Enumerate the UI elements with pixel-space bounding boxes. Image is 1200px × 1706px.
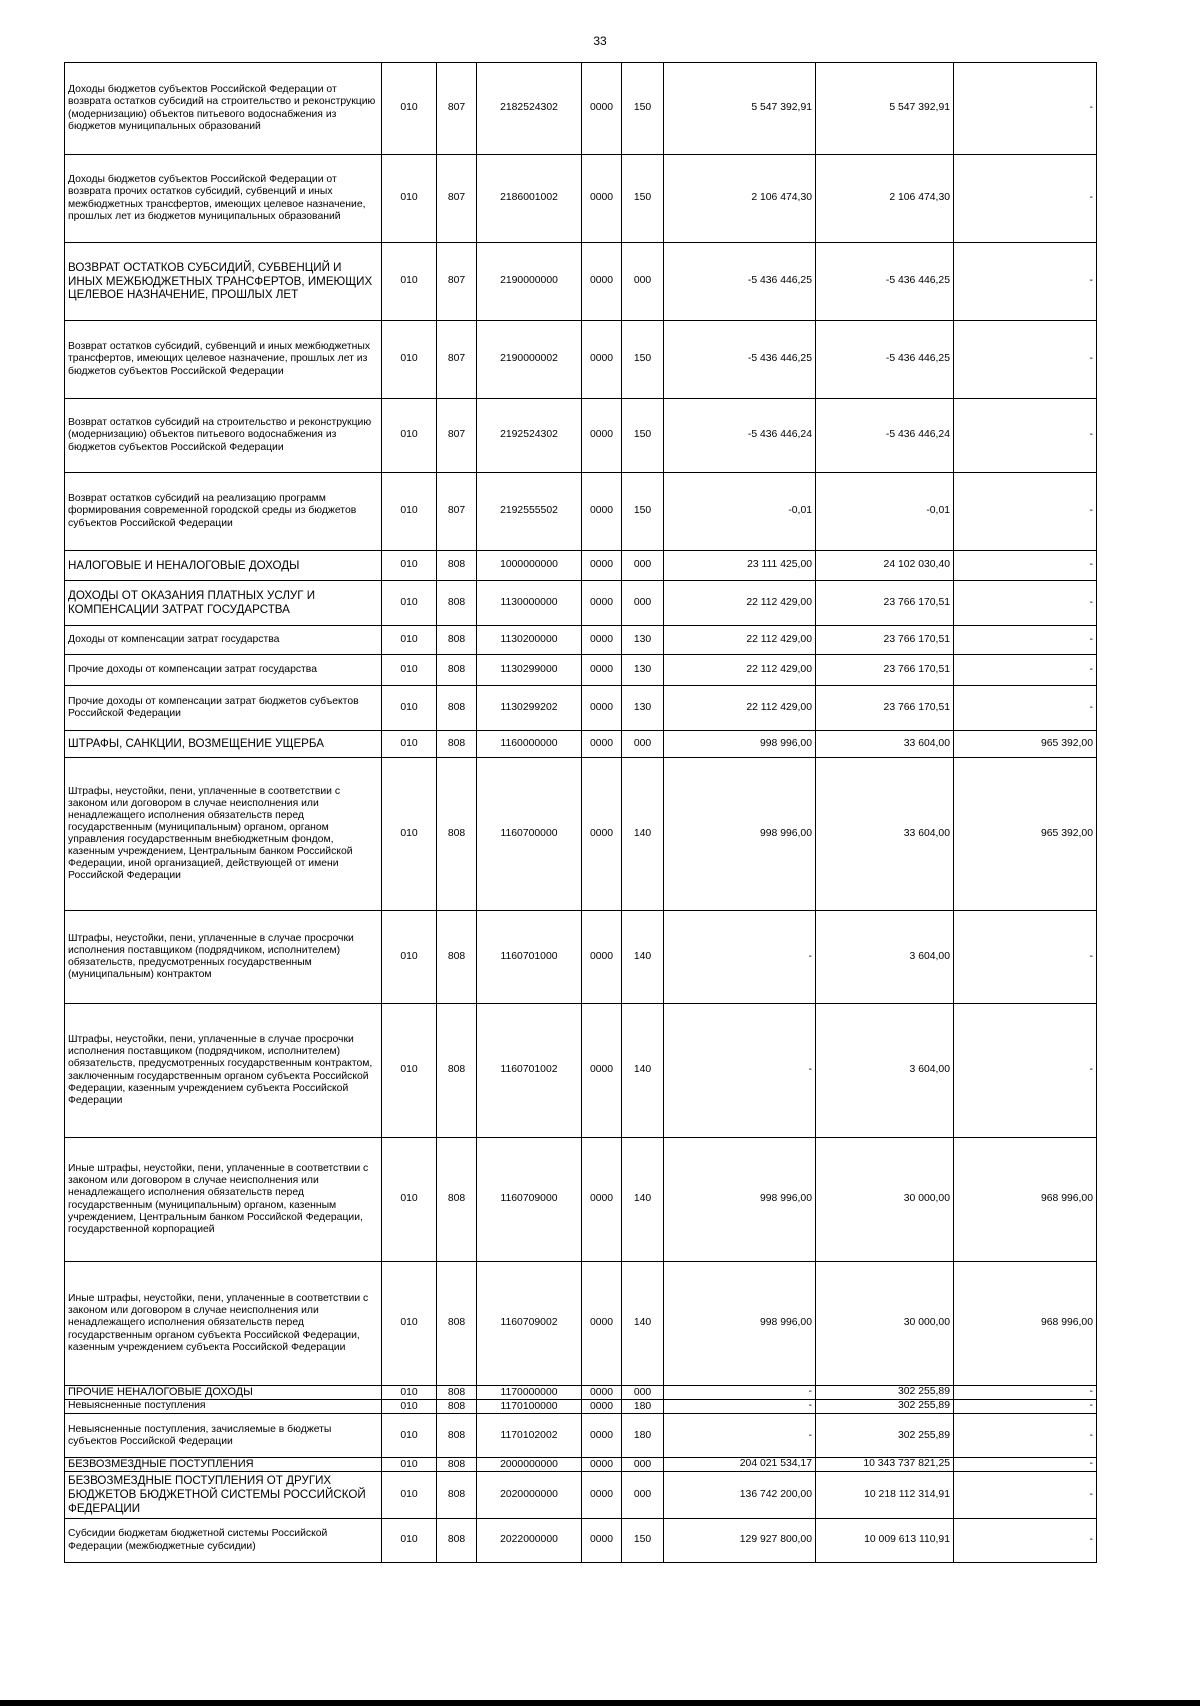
classification-code: 1130200000	[477, 626, 582, 655]
approved-value: 22 112 429,00	[664, 655, 816, 686]
classification-code: 1000000000	[477, 551, 582, 581]
revenue-table	[64, 62, 1097, 1563]
table-row	[65, 758, 1097, 911]
group-code: 000	[622, 551, 664, 581]
table-row	[65, 1262, 1097, 1386]
approved-value: -	[664, 911, 816, 1004]
group-code: 000	[622, 731, 664, 758]
approved-value: -	[664, 1414, 816, 1458]
classification-code: 1160709002	[477, 1262, 582, 1386]
executed-value: 5 547 392,91	[816, 63, 954, 155]
admin-code: 807	[437, 155, 477, 243]
program-code: 0000	[582, 1004, 622, 1138]
executed-value: 10 009 613 110,91	[816, 1519, 954, 1563]
approved-value: 136 742 200,00	[664, 1472, 816, 1519]
program-code: 0000	[582, 911, 622, 1004]
section-code: 010	[382, 1386, 437, 1400]
group-code: 150	[622, 63, 664, 155]
section-code: 010	[382, 1414, 437, 1458]
classification-code: 2020000000	[477, 1472, 582, 1519]
unexecuted-value: -	[954, 626, 1097, 655]
program-code: 0000	[582, 1400, 622, 1414]
program-code: 0000	[582, 581, 622, 626]
group-code: 140	[622, 1138, 664, 1262]
executed-value: -5 436 446,25	[816, 321, 954, 399]
table-row	[65, 321, 1097, 399]
executed-value: 2 106 474,30	[816, 155, 954, 243]
classification-code: 2190000002	[477, 321, 582, 399]
group-code: 000	[622, 243, 664, 321]
table-row	[65, 686, 1097, 731]
approved-value: -5 436 446,25	[664, 243, 816, 321]
unexecuted-value: 965 392,00	[954, 731, 1097, 758]
row-name: Доходы бюджетов субъектов Российской Федерации от возврата остатков субсидий на строительство и реконструкцию (модернизацию) объектов питьевого водоснабжения из бюджетов муниципальных образований	[65, 63, 382, 155]
program-code: 0000	[582, 1414, 622, 1458]
section-code: 010	[382, 626, 437, 655]
unexecuted-value: -	[954, 399, 1097, 473]
unexecuted-value: -	[954, 1519, 1097, 1563]
group-code: 150	[622, 321, 664, 399]
classification-code: 1130299000	[477, 655, 582, 686]
classification-code: 1160700000	[477, 758, 582, 911]
admin-code: 808	[437, 1458, 477, 1472]
section-code: 010	[382, 1262, 437, 1386]
row-name: Невыясненные поступления, зачисляемые в бюджеты субъектов Российской Федерации	[65, 1414, 382, 1458]
executed-value: -0,01	[816, 473, 954, 551]
approved-value: -	[664, 1400, 816, 1414]
executed-value: 10 218 112 314,91	[816, 1472, 954, 1519]
unexecuted-value: -	[954, 1472, 1097, 1519]
classification-code: 1130000000	[477, 581, 582, 626]
group-code: 180	[622, 1400, 664, 1414]
classification-code: 1130299202	[477, 686, 582, 731]
section-code: 010	[382, 551, 437, 581]
program-code: 0000	[582, 758, 622, 911]
group-code: 140	[622, 1262, 664, 1386]
executed-value: 30 000,00	[816, 1262, 954, 1386]
section-code: 010	[382, 1004, 437, 1138]
executed-value: -5 436 446,25	[816, 243, 954, 321]
classification-code: 1170000000	[477, 1386, 582, 1400]
section-code: 010	[382, 1138, 437, 1262]
approved-value: 22 112 429,00	[664, 581, 816, 626]
admin-code: 808	[437, 731, 477, 758]
unexecuted-value: -	[954, 155, 1097, 243]
section-code: 010	[382, 155, 437, 243]
group-code: 150	[622, 1519, 664, 1563]
executed-value: 24 102 030,40	[816, 551, 954, 581]
table-row	[65, 551, 1097, 581]
table-row	[65, 911, 1097, 1004]
executed-value: 302 255,89	[816, 1414, 954, 1458]
table-row	[65, 473, 1097, 551]
section-code: 010	[382, 321, 437, 399]
unexecuted-value: -	[954, 1414, 1097, 1458]
unexecuted-value: -	[954, 551, 1097, 581]
admin-code: 808	[437, 911, 477, 1004]
program-code: 0000	[582, 63, 622, 155]
row-name: Доходы от компенсации затрат государства	[65, 626, 382, 655]
program-code: 0000	[582, 1262, 622, 1386]
unexecuted-value: -	[954, 1386, 1097, 1400]
row-name: Прочие доходы от компенсации затрат государства	[65, 655, 382, 686]
group-code: 140	[622, 758, 664, 911]
group-code: 150	[622, 155, 664, 243]
program-code: 0000	[582, 1138, 622, 1262]
table-row	[65, 63, 1097, 155]
table-row	[65, 1138, 1097, 1262]
row-name: ДОХОДЫ ОТ ОКАЗАНИЯ ПЛАТНЫХ УСЛУГ И КОМПЕНСАЦИИ ЗАТРАТ ГОСУДАРСТВА	[65, 581, 382, 626]
table-row	[65, 1386, 1097, 1400]
row-name: Штрафы, неустойки, пени, уплаченные в случае просрочки исполнения поставщиком (подрядчиком, исполнителем) обязательств, предусмотренных государственным (муниципальным) контрактом	[65, 911, 382, 1004]
program-code: 0000	[582, 626, 622, 655]
section-code: 010	[382, 1519, 437, 1563]
approved-value: 23 111 425,00	[664, 551, 816, 581]
admin-code: 808	[437, 655, 477, 686]
admin-code: 808	[437, 1004, 477, 1138]
page-bottom-border	[0, 1700, 1200, 1706]
section-code: 010	[382, 243, 437, 321]
program-code: 0000	[582, 321, 622, 399]
group-code: 150	[622, 399, 664, 473]
unexecuted-value: -	[954, 655, 1097, 686]
unexecuted-value: -	[954, 243, 1097, 321]
section-code: 010	[382, 63, 437, 155]
row-name: Возврат остатков субсидий, субвенций и иных межбюджетных трансфертов, имеющих целевое назначение, прошлых лет из бюджетов субъектов Российской Федерации	[65, 321, 382, 399]
group-code: 000	[622, 1458, 664, 1472]
program-code: 0000	[582, 686, 622, 731]
approved-value: 22 112 429,00	[664, 686, 816, 731]
executed-value: 10 343 737 821,25	[816, 1458, 954, 1472]
section-code: 010	[382, 1400, 437, 1414]
row-name: Штрафы, неустойки, пени, уплаченные в соответствии с законом или договором в случае неисполнения или ненадлежащего исполнения обязательств перед государственным (муниципальным) органом, органом управления государственным внебюджетным фондом, казенным учреждением, Центральным банком Российской Федерации, иной организацией, действующей от имени Российской Федерации	[65, 758, 382, 911]
section-code: 010	[382, 1458, 437, 1472]
admin-code: 807	[437, 243, 477, 321]
executed-value: 33 604,00	[816, 758, 954, 911]
section-code: 010	[382, 758, 437, 911]
approved-value: -	[664, 1386, 816, 1400]
table-row	[65, 1004, 1097, 1138]
table-row	[65, 1519, 1097, 1563]
executed-value: 30 000,00	[816, 1138, 954, 1262]
classification-code: 2000000000	[477, 1458, 582, 1472]
table-body	[65, 63, 1097, 1563]
approved-value: 22 112 429,00	[664, 626, 816, 655]
program-code: 0000	[582, 655, 622, 686]
row-name: НАЛОГОВЫЕ И НЕНАЛОГОВЫЕ ДОХОДЫ	[65, 551, 382, 581]
executed-value: -5 436 446,24	[816, 399, 954, 473]
admin-code: 808	[437, 1138, 477, 1262]
row-name: Иные штрафы, неустойки, пени, уплаченные в соответствии с законом или договором в случае неисполнения или ненадлежащего исполнения обязательств перед государственным (муниципальным) органом, казенным учреждением, Центральным банком Российской Федерации, государственной корпорацией	[65, 1138, 382, 1262]
section-code: 010	[382, 911, 437, 1004]
approved-value: 998 996,00	[664, 1138, 816, 1262]
executed-value: 23 766 170,51	[816, 581, 954, 626]
row-name: Возврат остатков субсидий на реализацию программ формирования современной городской среды из бюджетов субъектов Российской Федерации	[65, 473, 382, 551]
program-code: 0000	[582, 1519, 622, 1563]
row-name: ВОЗВРАТ ОСТАТКОВ СУБСИДИЙ, СУБВЕНЦИЙ И ИНЫХ МЕЖБЮДЖЕТНЫХ ТРАНСФЕРТОВ, ИМЕЮЩИХ ЦЕЛЕВОЕ НАЗНАЧЕНИЕ, ПРОШЛЫХ ЛЕТ	[65, 243, 382, 321]
group-code: 000	[622, 1472, 664, 1519]
row-name: Возврат остатков субсидий на строительство и реконструкцию (модернизацию) объектов питьевого водоснабжения из бюджетов субъектов Российской Федерации	[65, 399, 382, 473]
unexecuted-value: -	[954, 321, 1097, 399]
unexecuted-value: 965 392,00	[954, 758, 1097, 911]
table-row	[65, 655, 1097, 686]
unexecuted-value: -	[954, 1458, 1097, 1472]
program-code: 0000	[582, 731, 622, 758]
admin-code: 808	[437, 1472, 477, 1519]
admin-code: 807	[437, 63, 477, 155]
page-number: 33	[593, 34, 607, 48]
group-code: 000	[622, 581, 664, 626]
section-code: 010	[382, 473, 437, 551]
program-code: 0000	[582, 1472, 622, 1519]
approved-value: 998 996,00	[664, 731, 816, 758]
table-row	[65, 1414, 1097, 1458]
row-name: Невыясненные поступления	[65, 1400, 382, 1414]
admin-code: 808	[437, 1400, 477, 1414]
approved-value: -0,01	[664, 473, 816, 551]
table-row	[65, 1472, 1097, 1519]
row-name: БЕЗВОЗМЕЗДНЫЕ ПОСТУПЛЕНИЯ ОТ ДРУГИХ БЮДЖЕТОВ БЮДЖЕТНОЙ СИСТЕМЫ РОССИЙСКОЙ ФЕДЕРАЦИИ	[65, 1472, 382, 1519]
approved-value: 2 106 474,30	[664, 155, 816, 243]
admin-code: 808	[437, 1414, 477, 1458]
admin-code: 808	[437, 1386, 477, 1400]
row-name: Штрафы, неустойки, пени, уплаченные в случае просрочки исполнения поставщиком (подрядчиком, исполнителем) обязательств, предусмотренных государственным контрактом, заключенным государственным органом субъекта Российской Федерации, казенным учреждением субъекта Российской Федерации	[65, 1004, 382, 1138]
row-name: ПРОЧИЕ НЕНАЛОГОВЫЕ ДОХОДЫ	[65, 1386, 382, 1400]
classification-code: 1170100000	[477, 1400, 582, 1414]
executed-value: 23 766 170,51	[816, 686, 954, 731]
row-name: БЕЗВОЗМЕЗДНЫЕ ПОСТУПЛЕНИЯ	[65, 1458, 382, 1472]
classification-code: 2192524302	[477, 399, 582, 473]
row-name: Иные штрафы, неустойки, пени, уплаченные в соответствии с законом или договором в случае неисполнения или ненадлежащего исполнения обязательств перед государственным органом субъекта Российской Федерации, казенным учреждением субъекта Российской Федерации	[65, 1262, 382, 1386]
table-row	[65, 399, 1097, 473]
unexecuted-value: 968 996,00	[954, 1138, 1097, 1262]
unexecuted-value: -	[954, 473, 1097, 551]
executed-value: 23 766 170,51	[816, 626, 954, 655]
table-row	[65, 626, 1097, 655]
table-row	[65, 1400, 1097, 1414]
group-code: 130	[622, 655, 664, 686]
program-code: 0000	[582, 155, 622, 243]
group-code: 000	[622, 1386, 664, 1400]
table-row	[65, 1458, 1097, 1472]
classification-code: 2190000000	[477, 243, 582, 321]
approved-value: -5 436 446,24	[664, 399, 816, 473]
executed-value: 23 766 170,51	[816, 655, 954, 686]
classification-code: 2182524302	[477, 63, 582, 155]
unexecuted-value: -	[954, 63, 1097, 155]
unexecuted-value: 968 996,00	[954, 1262, 1097, 1386]
admin-code: 808	[437, 686, 477, 731]
executed-value: 33 604,00	[816, 731, 954, 758]
admin-code: 807	[437, 473, 477, 551]
section-code: 010	[382, 399, 437, 473]
unexecuted-value: -	[954, 911, 1097, 1004]
classification-code: 2186001002	[477, 155, 582, 243]
row-name: ШТРАФЫ, САНКЦИИ, ВОЗМЕЩЕНИЕ УЩЕРБА	[65, 731, 382, 758]
program-code: 0000	[582, 1458, 622, 1472]
group-code: 140	[622, 911, 664, 1004]
admin-code: 808	[437, 626, 477, 655]
approved-value: 998 996,00	[664, 1262, 816, 1386]
admin-code: 807	[437, 321, 477, 399]
approved-value: 204 021 534,17	[664, 1458, 816, 1472]
admin-code: 808	[437, 551, 477, 581]
classification-code: 1160701002	[477, 1004, 582, 1138]
admin-code: 808	[437, 581, 477, 626]
unexecuted-value: -	[954, 581, 1097, 626]
admin-code: 808	[437, 758, 477, 911]
group-code: 180	[622, 1414, 664, 1458]
group-code: 130	[622, 686, 664, 731]
classification-code: 1170102002	[477, 1414, 582, 1458]
approved-value: 998 996,00	[664, 758, 816, 911]
group-code: 130	[622, 626, 664, 655]
group-code: 140	[622, 1004, 664, 1138]
approved-value: -	[664, 1004, 816, 1138]
row-name: Субсидии бюджетам бюджетной системы Российской Федерации (межбюджетные субсидии)	[65, 1519, 382, 1563]
unexecuted-value: -	[954, 686, 1097, 731]
classification-code: 1160701000	[477, 911, 582, 1004]
group-code: 150	[622, 473, 664, 551]
executed-value: 302 255,89	[816, 1386, 954, 1400]
program-code: 0000	[582, 399, 622, 473]
executed-value: 302 255,89	[816, 1400, 954, 1414]
admin-code: 808	[437, 1519, 477, 1563]
section-code: 010	[382, 581, 437, 626]
classification-code: 1160709000	[477, 1138, 582, 1262]
approved-value: -5 436 446,25	[664, 321, 816, 399]
program-code: 0000	[582, 1386, 622, 1400]
section-code: 010	[382, 655, 437, 686]
classification-code: 2192555502	[477, 473, 582, 551]
table-row	[65, 243, 1097, 321]
program-code: 0000	[582, 243, 622, 321]
table-row	[65, 581, 1097, 626]
unexecuted-value: -	[954, 1400, 1097, 1414]
row-name: Прочие доходы от компенсации затрат бюджетов субъектов Российской Федерации	[65, 686, 382, 731]
row-name: Доходы бюджетов субъектов Российской Федерации от возврата прочих остатков субсидий, субвенций и иных межбюджетных трансфертов, имеющих целевое назначение, прошлых лет из бюджетов муниципальных образований	[65, 155, 382, 243]
section-code: 010	[382, 731, 437, 758]
section-code: 010	[382, 686, 437, 731]
admin-code: 808	[437, 1262, 477, 1386]
table-row	[65, 155, 1097, 243]
section-code: 010	[382, 1472, 437, 1519]
classification-code: 2022000000	[477, 1519, 582, 1563]
admin-code: 807	[437, 399, 477, 473]
executed-value: 3 604,00	[816, 1004, 954, 1138]
unexecuted-value: -	[954, 1004, 1097, 1138]
program-code: 0000	[582, 551, 622, 581]
classification-code: 1160000000	[477, 731, 582, 758]
program-code: 0000	[582, 473, 622, 551]
table-row	[65, 731, 1097, 758]
approved-value: 129 927 800,00	[664, 1519, 816, 1563]
approved-value: 5 547 392,91	[664, 63, 816, 155]
executed-value: 3 604,00	[816, 911, 954, 1004]
